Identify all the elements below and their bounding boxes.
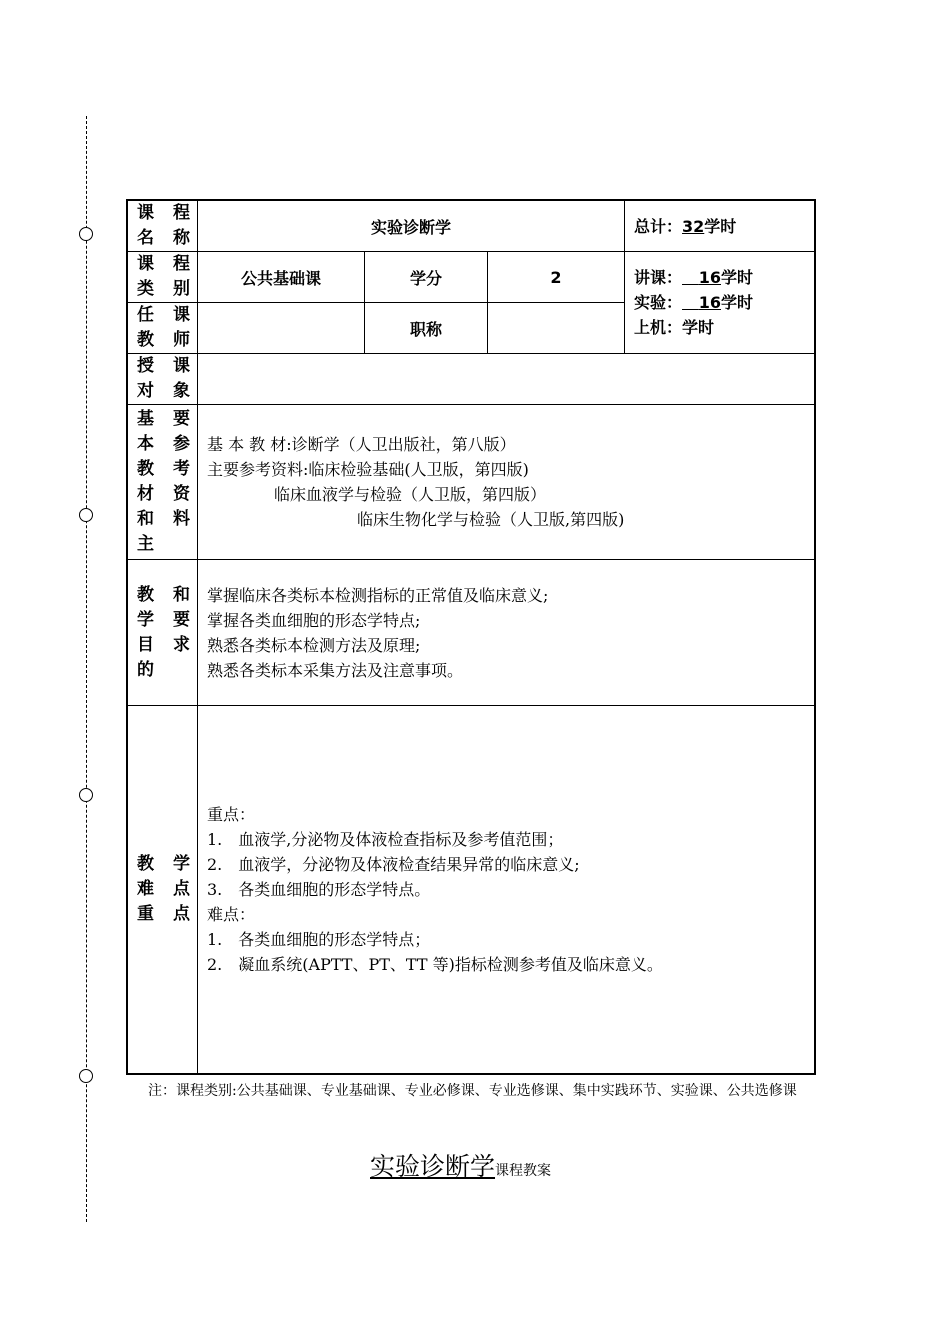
material-line: 基 本 教 材:诊断学（人卫出版社，第八版） xyxy=(207,435,516,454)
category-label: 课 程 类 别 xyxy=(127,252,198,303)
goals-label: 教 和 学 要 目 求 的 xyxy=(127,560,198,706)
course-name-label: 课 程 名 称 xyxy=(127,200,198,252)
material-line: 临床血液学与检验（人卫版，第四版） xyxy=(274,485,547,504)
material-line: 主要参考资料:临床检验基础(人卫版，第四版) xyxy=(207,460,529,479)
lab-hours: 16 xyxy=(698,293,721,312)
material-line: 临床生物化学与检验（人卫版,第四版) xyxy=(357,510,625,529)
key-points-label: 教 学 难 点 重 点 xyxy=(127,706,198,1074)
key-line: 难点： xyxy=(207,904,256,924)
category-note: 注：课程类别:公共基础课、专业基础课、专业必修课、专业选修课、集中实践环节、实验课、公共选修课 xyxy=(148,1083,797,1099)
key-line: 1. 血液学,分泌物及体液检查指标及参考值范围； xyxy=(207,829,564,849)
materials-label: 基 要 本 参 教 考 材 资 和 料 主 xyxy=(127,405,198,560)
lesson-plan-title xyxy=(370,1147,551,1183)
goal-line: 熟悉各类标本检测方法及原理; xyxy=(207,635,421,655)
credit-label: 学分 xyxy=(365,252,488,303)
lesson-plan-suffix: 课程教案 xyxy=(495,1163,552,1179)
lesson-plan-course: 实验诊断学 xyxy=(370,1152,496,1181)
goal-line: 熟悉各类标本采集方法及注意事项。 xyxy=(207,660,464,680)
lecture-hours: 16 xyxy=(698,268,721,287)
audience-value[interactable] xyxy=(198,354,816,405)
audience-label: 授 课 对 象 xyxy=(127,354,198,405)
binding-hole xyxy=(79,788,93,802)
key-points-content xyxy=(198,706,816,1074)
teacher-value[interactable] xyxy=(198,303,365,354)
title-value[interactable] xyxy=(488,303,625,354)
binding-hole xyxy=(79,227,93,241)
key-line: 2. 凝血系统(APTT、PT、TT 等)指标检测参考值及临床意义。 xyxy=(207,954,663,974)
materials-content xyxy=(198,405,816,560)
key-line: 2. 血液学，分泌物及体液检查结果异常的临床意义; xyxy=(207,854,580,874)
teacher-label: 任 课 教 师 xyxy=(127,303,198,354)
category-value: 公共基础课 xyxy=(198,252,365,303)
course-name: 实验诊断学 xyxy=(198,200,625,252)
credit-value: 2 xyxy=(488,252,625,303)
key-line: 重点： xyxy=(207,804,256,824)
computer-hours: 上机：学时 xyxy=(634,318,715,337)
goal-line: 掌握各类血细胞的形态学特点; xyxy=(207,610,421,630)
course-info-table xyxy=(126,199,816,1075)
total-hours: 32 xyxy=(682,216,705,236)
key-line: 1. 各类血细胞的形态学特点； xyxy=(207,929,431,949)
goals-content xyxy=(198,560,816,706)
binding-hole xyxy=(79,508,93,522)
title-label: 职称 xyxy=(365,303,488,354)
hours-breakdown: 讲课： 16学时 实验： 16学时 上机：学时 xyxy=(625,252,816,354)
binding-hole xyxy=(79,1069,93,1083)
goal-line: 掌握临床各类标本检测指标的正常值及临床意义; xyxy=(207,585,549,605)
binding-line xyxy=(86,116,87,1222)
total-hours-cell: 总计：32学时 xyxy=(625,200,816,252)
key-line: 3. 各类血细胞的形态学特点。 xyxy=(207,879,431,899)
